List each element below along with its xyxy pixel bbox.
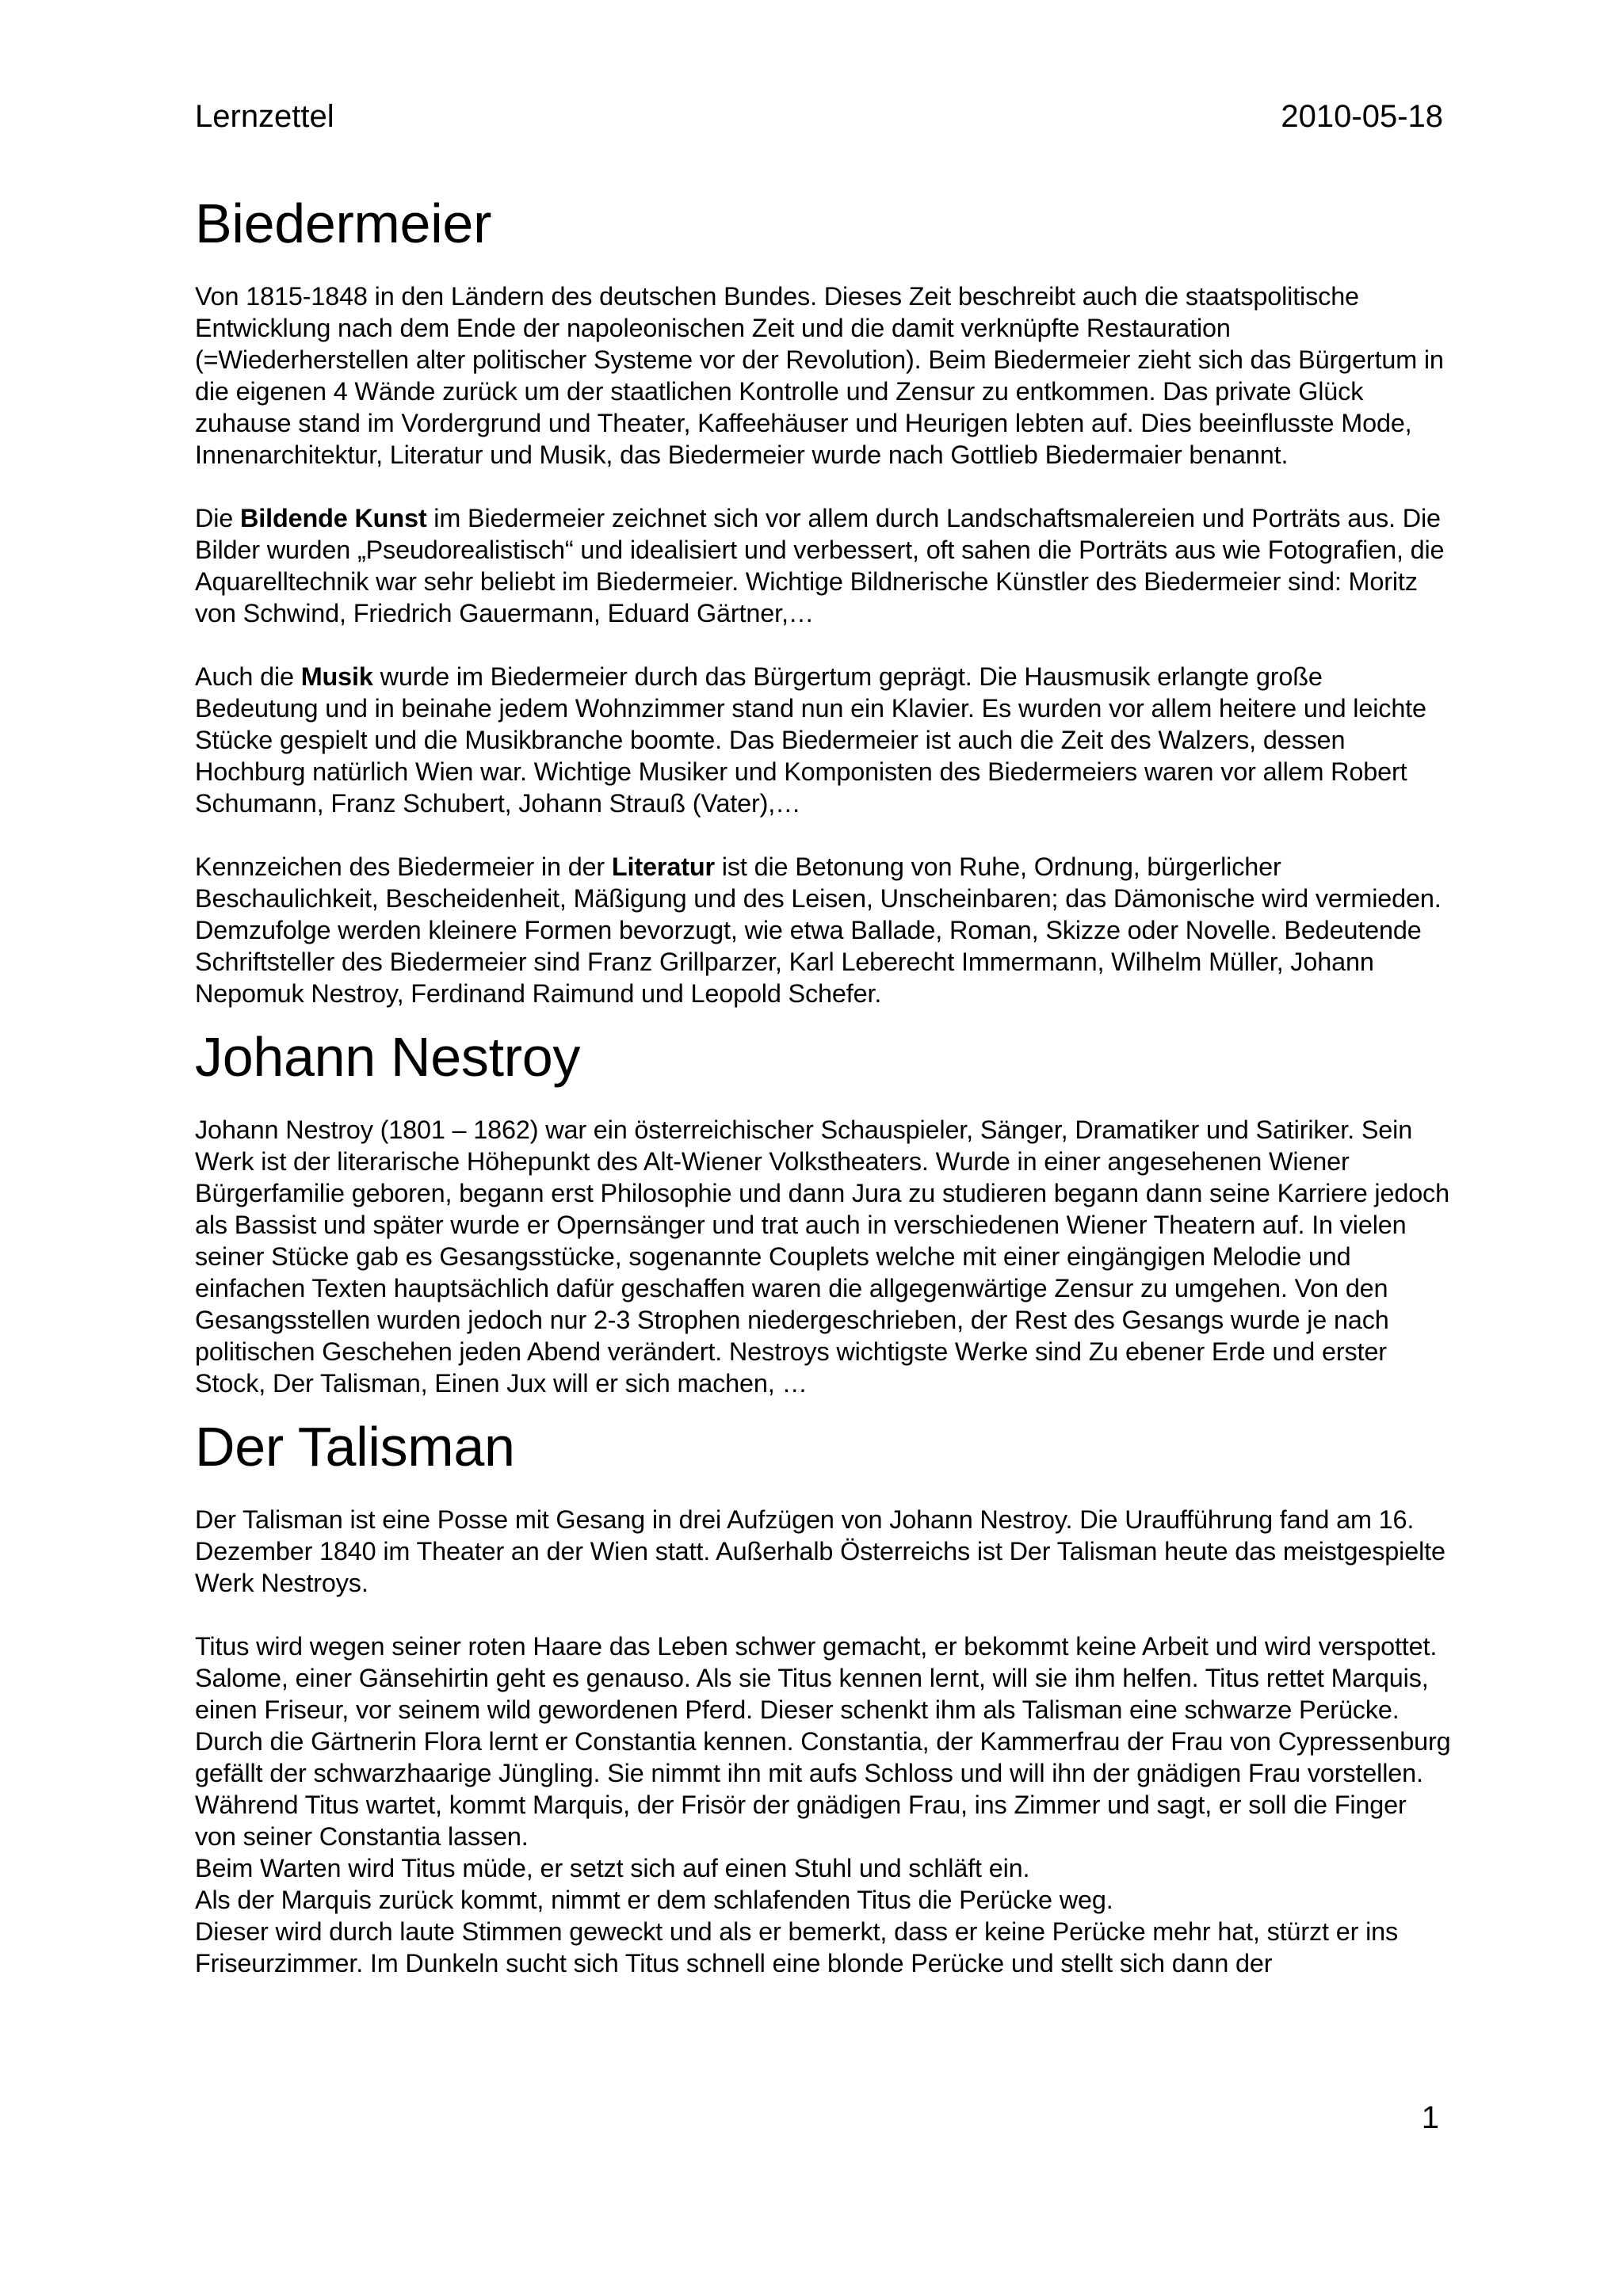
paragraph-nestroy: Johann Nestroy (1801 – 1862) war ein österreichischer Schauspieler, Sänger, Dramatiker und Satiriker. Sein Werk ist der literarische Höhepunkt des Alt-Wiener Volkstheaters. Wurde in einer angesehenen Wiener Bürgerfamilie geboren, begann erst Philosophie und dann Jura zu studieren begann dann seine Karriere jedoch als Bassist und später wurde er Opernsänger und trat auch in verschiedenen Wiener Theatern auf. In vielen seiner Stücke gab es Gesangsstücke, sogenannte Couplets welche mit einer eingängigen Melodie und einfachen Texten hauptsächlich dafür geschaffen waren die allgegenwärtige Zensur zu umgehen. Von den Gesangsstellen wurden jedoch nur 2-3 Strophen niedergeschrieben, der Rest des Gesangs wurde je nach politischen Geschehen jeden Abend verändert. Nestroys wichtigste Werke sind Zu ebener Erde und erster Stock, Der Talisman, Einen Jux will er sich machen, … [195,1116,1449,1398]
heading-biedermeier: Biedermeier [195,193,492,254]
bold-term-bildende-kunst: Bildende Kunst [240,504,427,532]
paragraph-talisman-plot-1: Titus wird wegen seiner roten Haare das Leben schwer gemacht, er bekommt keine Arbeit und wird verspottet. Salome, einer Gänsehirtin geht es genauso. Als sie Titus kennen lernt, will sie ihm helfen. Titus rettet Marquis, einen Friseur, vor seinem wild gewordenen Pferd. Dieser schenkt ihm als Talisman eine schwarze Perücke. [195,1632,1438,1724]
heading-johann-nestroy: Johann Nestroy [195,1026,581,1088]
paragraph-musik [195,661,1451,819]
paragraph-talisman-plot-3: Beim Warten wird Titus müde, er setzt sich auf einen Stuhl und schläft ein. [195,1854,1030,1882]
paragraph-text: wurde im Biedermeier durch das Bürgertum geprägt. Die Hausmusik erlangte große Bedeutung und in beinahe jedem Wohnzimmer stand nun ein Klavier. Es wurden vor allem heitere und leichte Stücke gespielt und die Musikbranche boomte. Das Biedermeier ist auch die Zeit des Walzers, dessen Hochburg natürlich Wien war. Wichtige Musiker und Komponisten des Biedermeiers waren vor allem Robert Schumann, Franz Schubert, Johann Strauß (Vater),… [195,662,1426,818]
paragraph-literatur [195,851,1451,1009]
paragraph-talisman-plot-2: Durch die Gärtnerin Flora lernt er Constantia kennen. Constantia, der Kammerfrau der Frau von Cypressenburg gefällt der schwarzhaarige Jüngling. Sie nimmt ihn mit aufs Schloss und will ihn der gnädigen Frau vorstellen. Während Titus wartet, kommt Marquis, der Frisör der gnädigen Frau, ins Zimmer und sagt, er soll die Finger von seiner Constantia lassen. [195,1727,1451,1851]
header-title: Lernzettel [195,99,334,134]
paragraph-talisman-plot-5: Dieser wird durch laute Stimmen geweckt und als er bemerkt, dass er keine Perücke mehr hat, stürzt er ins Friseurzimmer. Im Dunkeln sucht sich Titus schnell eine blonde Perücke und stellt sich dann der [195,1917,1399,1978]
paragraph-text: im Biedermeier zeichnet sich vor allem durch Landschaftsmalereien und Porträts aus. Die Bilder wurden „Pseudorealistisch“ und idealisiert und verbessert, oft sahen die Porträts aus wie Fotografien, die Aquarelltechnik war sehr beliebt im Biedermeier. Wichtige Bildnerische Künstler des Biedermeier sind: Moritz von Schwind, Friedrich Gauermann, Eduard Gärtner,… [195,504,1445,627]
paragraph-text: Die [195,504,241,532]
heading-der-talisman: Der Talisman [195,1416,515,1478]
document-body [195,190,1451,1979]
bold-term-literatur: Literatur [611,852,715,881]
paragraph-text: Kennzeichen des Biedermeier in der [195,852,612,881]
bold-term-musik: Musik [300,662,373,691]
paragraph-text: Auch die [195,662,301,691]
paragraph-talisman-intro: Der Talisman ist eine Posse mit Gesang in drei Aufzügen von Johann Nestroy. Die Uraufführung fand am 16. Dezember 1840 im Theater an der Wien statt. Außerhalb Österreichs ist Der Talisman heute das meistgespielte Werk Nestroys. [195,1505,1445,1597]
paragraph-biedermeier-intro: Von 1815-1848 in den Ländern des deutschen Bundes. Dieses Zeit beschreibt auch die staatspolitische Entwicklung nach dem Ende der napoleonischen Zeit und die damit verknüpfte Restauration (=Wiederherstellen alter politischer Systeme vor der Revolution). Beim Biedermeier zieht sich das Bürgertum in die eigenen 4 Wände zurück um der staatlichen Kontrolle und Zensur zu entkommen. Das private Glück zuhause stand im Vordergrund und Theater, Kaffeehäuser und Heurigen lebten auf. Dies beeinflusste Mode, Innenarchitektur, Literatur und Musik, das Biedermeier wurde nach Gottlieb Biedermaier benannt. [195,282,1444,469]
page-number: 1 [1421,2100,1439,2135]
header-date: 2010-05-18 [1281,99,1443,134]
paragraph-bildende-kunst [195,502,1451,629]
paragraph-text: ist die Betonung von Ruhe, Ordnung, bürgerlicher Beschaulichkeit, Bescheidenheit, Mäßigung und des Leisen, Unscheinbaren; das Dämonische wird vermieden. Demzufolge werden kleinere Formen bevorzugt, wie etwa Ballade, Roman, Skizze oder Novelle. Bedeutende Schriftsteller des Biedermeier sind Franz Grillparzer, Karl Leberecht Immermann, Wilhelm Müller, Johann Nepomuk Nestroy, Ferdinand Raimund und Leopold Schefer. [195,852,1442,1008]
paragraph-talisman-plot-4: Als der Marquis zurück kommt, nimmt er dem schlafenden Titus die Perücke weg. [195,1886,1113,1914]
